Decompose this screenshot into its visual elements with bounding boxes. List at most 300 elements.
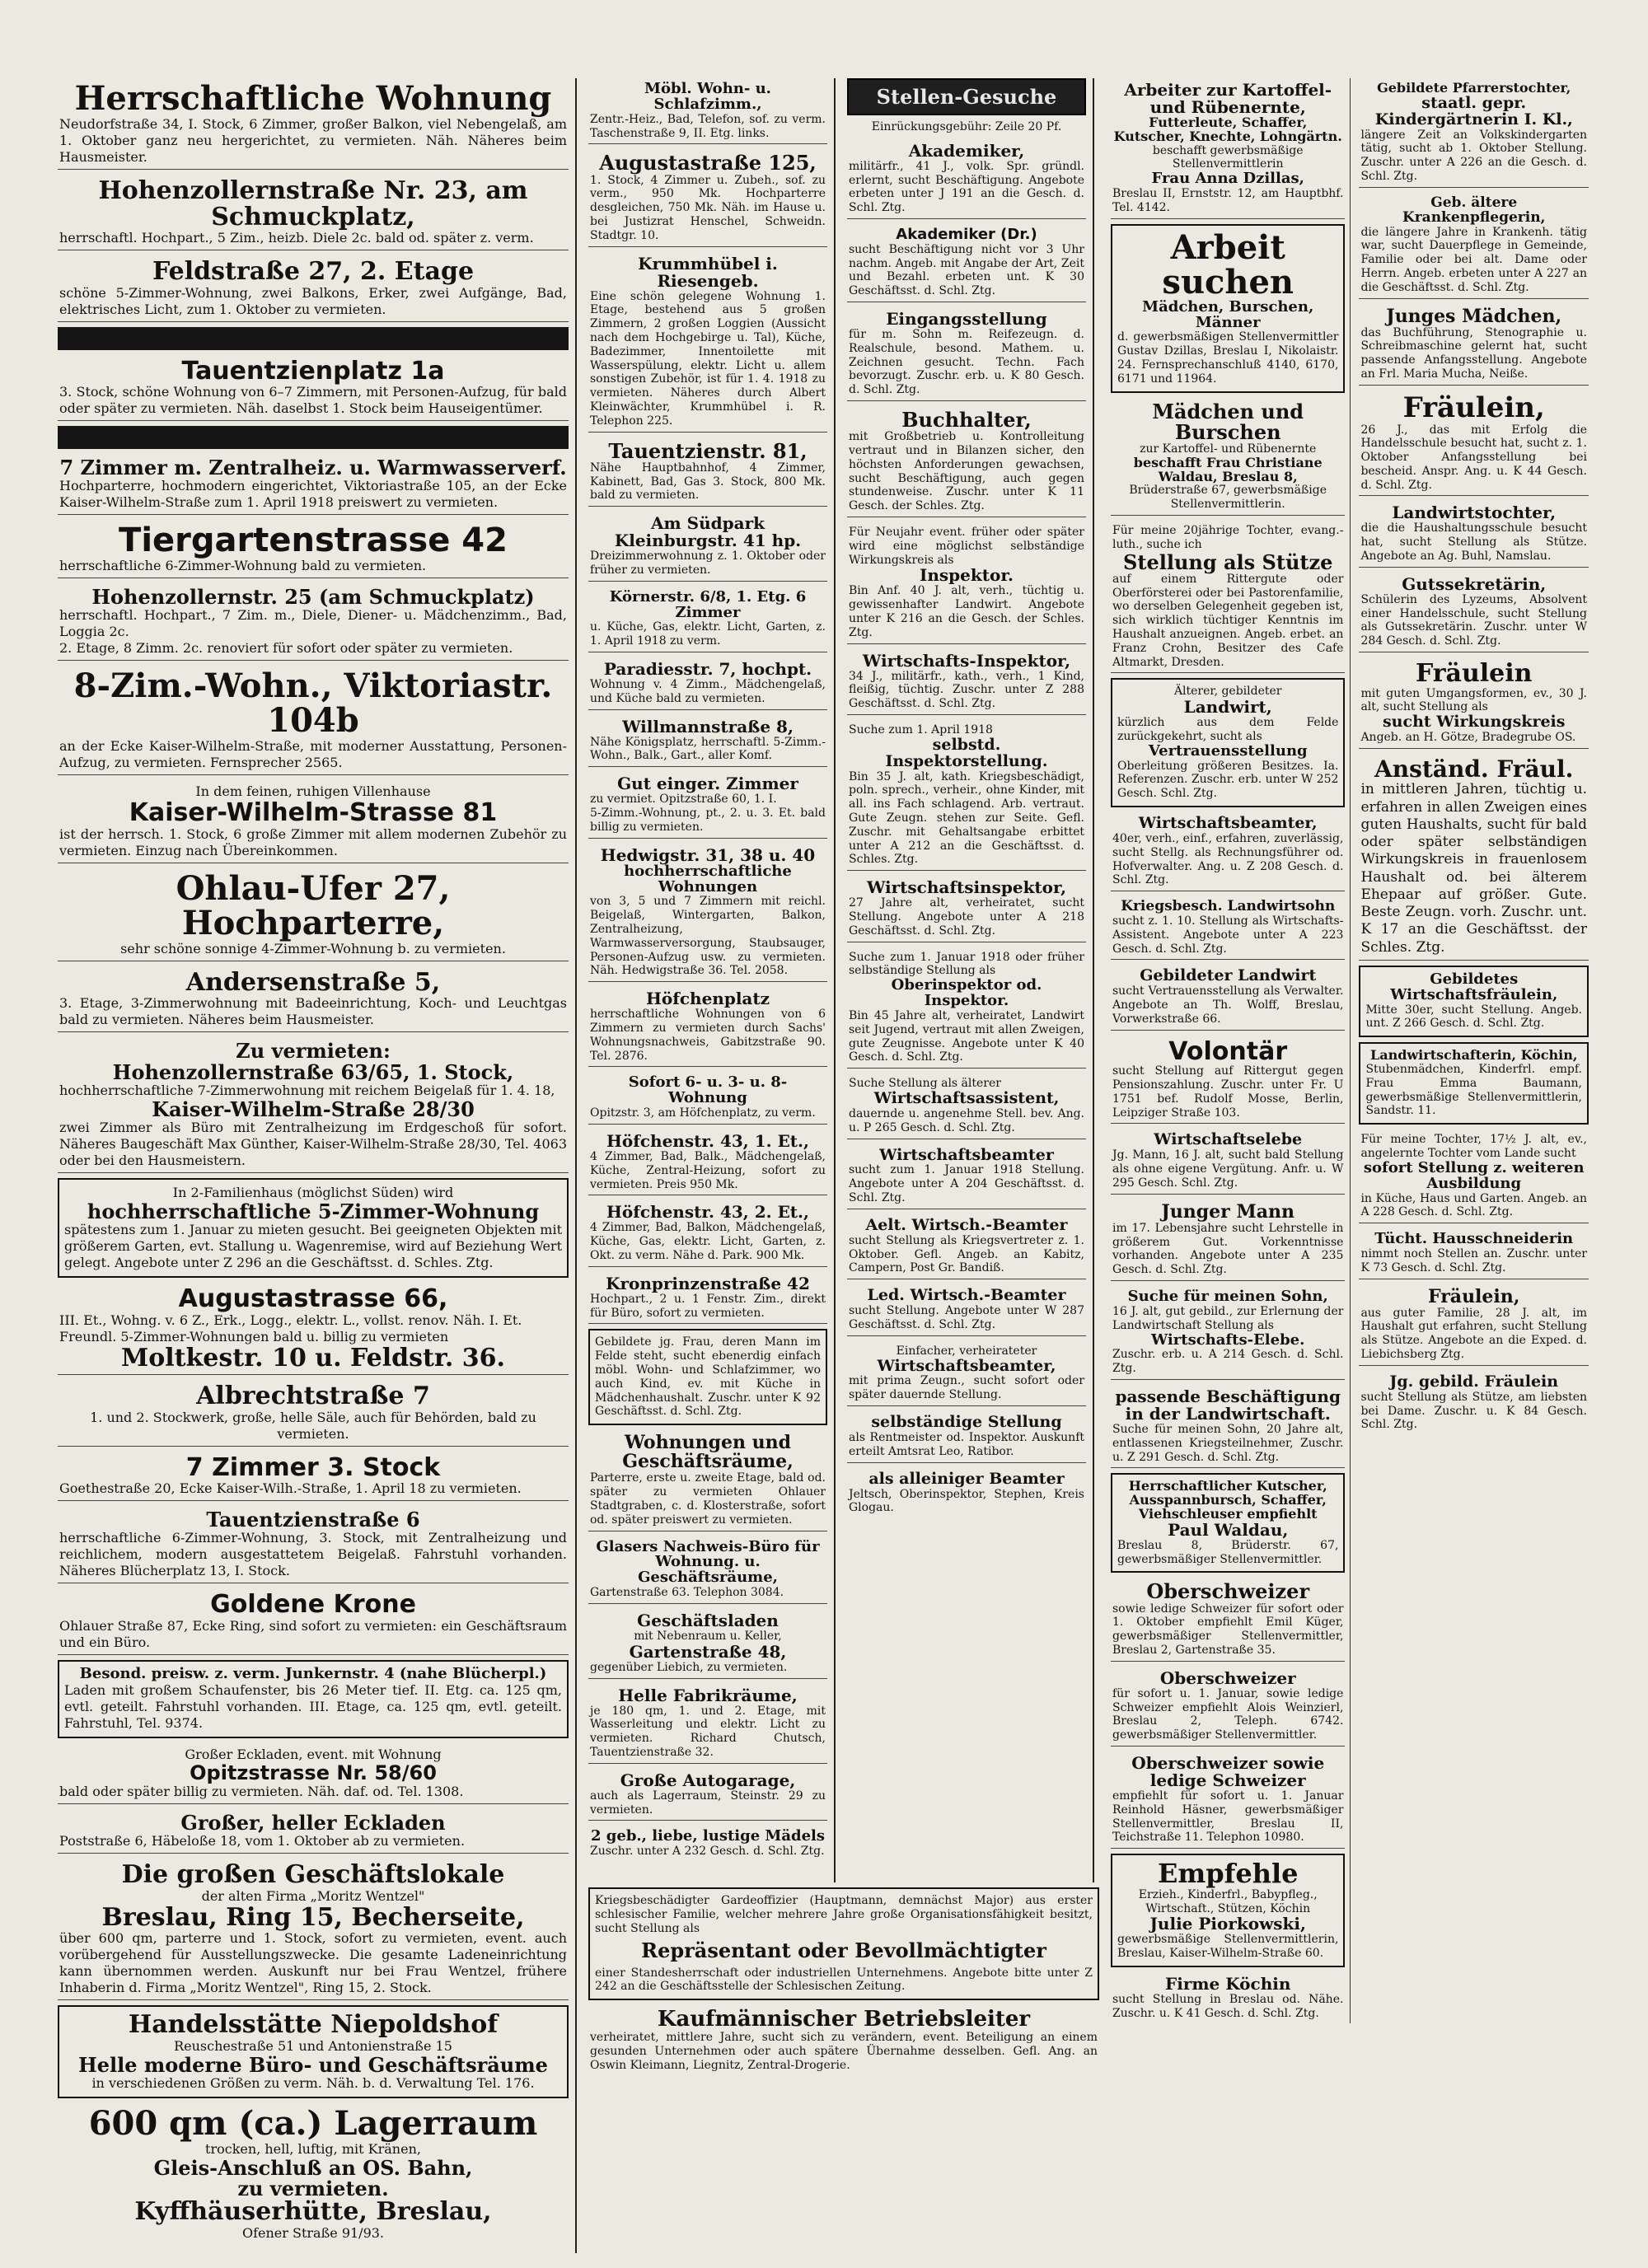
ad-text: 3. Stock, schöne Wohnung von 6–7 Zimmern, mit Personen-Aufzug, für bald oder später zu vermieten. Näh. daselbst 1. Stock beim Hauseigentümer. [59,384,567,416]
ad-text: schöne 5-Zimmer-Wohnung, zwei Balkons, Erker, zwei Aufgänge, Bad, elektrisches Licht, zum 1. Oktober zu vermieten. [59,284,567,317]
ad-title: Wirtschaftselebe [1154,1130,1303,1149]
ad-text: Eine schön gelegene Wohnung 1. Etage, bestehend aus 5 großen Zimmern, 2 großen Loggien (Aussicht nach dem Hochgebirge u. Tal), Küche, Badezimmer, Innentoilette mit Wasserspülung, elektr. Licht u. allem sonstigen Zubehör, ist für 1. 4. 1918 zu vermieten. Näheres durch Albert Kleinwächter, Krummhübel i. R. Telephon 225. [590,289,826,428]
ad-text: herrschaftliche 6-Zimmer-Wohnung, 3. Stock, mit Zentralheizung und reichlichem, modern ausgestattetem Beigelaß. Fahrstuhl vorhanden. Näheres Blücherplatz 13, I. Stock. [59,1530,567,1579]
ad-title: Handelsstätte Niepoldshof [128,2010,499,2040]
ad-oberschweizer-2 [1111,1667,1345,1747]
ad-betriebsleiter [588,2005,1099,2076]
ad-title: Am Südpark Kleinburgstr. 41 hp. [614,513,802,551]
ad-text: Stubenmädchen, Kinderfrl. empf. Frau Emma Baumann, gewerbsmäßige Stellenvermittlerin, Sandstr. 11. [1365,1062,1582,1118]
ad-tauentzienstrasse-6 [58,1506,569,1583]
ad-oberschweizer-1 [1111,1578,1345,1661]
ad-text: auch als Lagerraum, Steinstr. 29 zu vermieten. [590,1789,826,1817]
ad-line: Kaiser-Wilhelm-Straße 28/30 [152,1097,475,1121]
ad-text: als Rentmeister od. Inspektor. Auskunft erteilt Amtsrat Leo, Ratibor. [849,1430,1084,1458]
ad-title: Fräulein [1415,659,1533,689]
ad-subtitle: In 2-Familienhaus (möglichst Süden) wird [172,1184,454,1200]
ad-title: Herrschaftlicher Kutscher, Ausspannbursch, Schaffer, Viehschleuser empfiehlt [1128,1478,1327,1522]
ad-subtitle: 1. und 2. Stockwerk, große, helle Säle, auch für Behörden, bald zu vermieten. [90,1409,536,1442]
ad-wirtschaftsassistent [847,1073,1086,1139]
ad-title: Große Autogarage, [620,1770,796,1790]
ad-title: Die großen Geschäftslokale [121,1860,505,1890]
ad-title: Fräulein, [1427,1285,1520,1307]
ad-text: an der Ecke Kaiser-Wilhelm-Straße, mit moderner Ausstattung, Personen-Aufzug, zu vermieten. Fernsprecher 2565. [59,738,567,771]
ad-text: die die Haushaltungsschule besucht hat, sucht Stellung als Stütze. Angebote an Ag. Buhl, Namslau. [1360,521,1587,563]
ad-title: Augustastraße 125, [599,151,817,175]
ad-maedels [588,1826,827,1862]
ad-inspektor [847,522,1086,644]
ad-title: Möbl. Wohn- u. Schlafzimm., [644,80,771,113]
ad-subtitle: Älterer, gebildeter [1173,685,1282,699]
ad-fraeulein-30 [1359,657,1589,749]
ad-text: in Küche, Haus und Garten. Angeb. an A 228 Gesch. d. Schl. Ztg. [1360,1191,1587,1219]
ad-text: sucht Stellung in Breslau od. Nähe. Zuschr. u. K 41 Gesch. d. Schl. Ztg. [1112,1992,1344,2020]
ad-text: herrschaftl. Hochpart., 5 Zim., heizb. Diele 2c. bald od. später z. verm. [59,230,534,246]
ad-kronprinzenstrasse [588,1272,827,1325]
ad-goldene-krone [58,1588,569,1655]
ad-title: Wirtschafts-Inspektor, [862,650,1071,671]
ad-jg-gebild-fraeulein [1359,1371,1589,1435]
ad-text: Bin 45 Jahre alt, verheiratet, Landwirt seit Jugend, vertraut mit allen Zweigen, gute Zeugnisse. Angebote unter K 40 Gesch. d. Schl. Ztg. [849,1009,1084,1064]
ad-fraeulein-28 [1359,1284,1589,1366]
ad-text: Gartenstraße 63. Telephon 3084. [590,1586,784,1600]
ad-text: sucht Vertrauensstellung als Verwalter. Angebote an Th. Wolff, Breslau, Vorwerkstraße 66. [1112,984,1344,1026]
ad-title: Opitzstrasse Nr. 58/60 [190,1761,437,1784]
ad-text: d. gewerbsmäßigen Stellenvermittler Gustav Dzillas, Breslau I, Nikolaistr. 24. Fernsprechanschluß 4140, 6170, 6171 und 11964. [1117,330,1339,386]
ad-willmannstrasse [588,715,827,768]
ad-title: Landwirtstochter, [1392,503,1557,523]
ad-title: Oberschweizer sowie ledige Schweizer [1131,1752,1325,1790]
ad-krankenpflegerin [1359,193,1589,299]
ad-goethestrasse [58,1452,569,1502]
ad-title: 600 qm (ca.) Lagerraum [88,2103,538,2143]
ad-alleiniger-beamter [847,1468,1086,1519]
ad-einfacher-beamter [847,1341,1086,1406]
ad-title: Kronprinzenstraße 42 [606,1273,810,1293]
ad-address: Breslau 8, Brüderstr. 67, gewerbsmäßiger Stellenvermittler. [1117,1538,1339,1566]
ad-text: Für meine 20jährige Tochter, evang.-luth., suche ich [1112,524,1344,551]
ad-title: Feldstraße 27, 2. Etage [152,257,475,286]
col4-left [1111,78,1351,2023]
ad-aelt-wirtsch-beamter [847,1214,1086,1279]
ad-title: Empfehle [1157,1858,1299,1890]
ad-title: Paradiesstr. 7, hochpt. [603,659,812,680]
ad-text: bald oder später billig zu vermieten. Näh. daf. od. Tel. 1308. [59,1783,464,1799]
ad-title: Fräulein, [1402,390,1545,424]
ad-andersenstrasse [58,966,569,1033]
ad-text: beschafft gewerbsmäßige Stellenvermittlerin [1152,143,1304,171]
ad-title: Hohenzollernstraße Nr. 23, am Schmuckplatz, [98,176,528,231]
ad-text: sucht Stellung als Stütze, am liebsten bei Dame. Zuschr. u. K 84 Gesch. Schl. Ztg. [1360,1390,1587,1432]
ad-text: Opitzstr. 3, am Höfchenplatz, zu verm. [590,1106,816,1120]
ad-title: 2 geb., liebe, lustige Mädels [590,1827,826,1845]
ad-selbstaendige-stellung [847,1411,1086,1463]
ad-line: zu vermieten. [237,2176,389,2200]
ad-text: mit Großbetrieb u. Kontrolleitung vertraut und in Bilanzen sicher, den höchsten Anforderungen gewachsen, sucht Beschäftigung, auch gegen stundenweise. Zuschr. unter K 11 Gesch. der Schles. Ztg. [849,430,1084,513]
ad-title: Oberschweizer [1146,1579,1310,1604]
ad-text: 34 J., militärfr., kath., verh., 1 Kind, fleißig, tüchtig. Zuschr. unter Z 288 Geschäftsst. d. Schl. Ztg. [849,669,1084,711]
ad-taschenstrasse [588,78,827,144]
ad-title: staatl. gepr. Kindergärtnerin I. Kl., [1374,93,1573,129]
ad-hohenzollernstrasse-25 [58,583,569,661]
ad-text: Kriegsbeschädigter Gardeoffizier (Hauptmann, demnächst Major) aus erster schlesischer Familie, welcher mehrere Jahre große Organisationsfähigkeit besitzt, sucht Stellung als [595,1894,1093,1935]
ad-title: Geschäftsladen [637,1610,779,1630]
ad-text: Angeb. an H. Götze, Bradegrube OS. [1360,731,1576,745]
ad-text: Ohlauer Straße 87, Ecke Ring, sind sofort zu vermieten: ein Geschäftsraum und ein Büro. [59,1617,567,1650]
ad-text: in mittleren Jahren, tüchtig u. erfahren in allen Zweigen eines guten Haushalts, sucht für bald oder später selbständigen Wirkungskreis in frauenlosem Haushalt od. bei älterem Ehepaar auf größer. Gute. Beste Zeugn. vorh. Zuschr. unt. K 17 an die Geschäftsst. der Schles. Ztg. [1360,781,1587,956]
ad-wirtschafts-inspektor [847,649,1086,715]
ad-kleinburgstrasse [588,512,827,582]
ad-text: von 3, 5 und 7 Zimmern mit reichl. Beigelaß, Wintergarten, Balkon, Zentralheizung, Warmwasserversorgung, Staubsauger, Personen-Aufzug usw. zu vermieten. Näh. Hedwigstraße 36. Tel. 2058. [590,895,826,978]
ad-paradiesstrasse [588,657,827,710]
ad-text: Hochpart., 2 u. 1 Fenstr. Zim., direkt für Büro, sofort zu vermieten. [590,1292,826,1320]
ad-oberinspektor [847,947,1086,1069]
ad-text: Zuschr. unter A 232 Gesch. d. Schl. Ztg. [590,1845,825,1859]
ad-text: Schülerin des Lyzeums, Absolvent einer Handelsschule, sucht Stellung als Gutssekretärin. Zuschr. unter W 284 Gesch. d. Schl. Ztg. [1360,592,1587,648]
ad-line: Breslau, Ring 15, Becherseite, [101,1902,525,1932]
ad-augustastrasse-66 [58,1283,569,1375]
ad-text: sucht Stellung als Kriegsvertreter z. 1. Oktober. Gefl. Angeb. an Kabitz, Campern, Post Gr. Bandiß. [849,1233,1084,1275]
ad-landwirt-vertrauen [1111,678,1345,807]
ad-led-wirtsch-beamter [847,1284,1086,1336]
ad-repraesentant [588,1887,1099,2000]
ad-junger-mann [1111,1199,1345,1281]
ad-title: Gutssekretärin, [1402,573,1547,594]
ad-junkernstrasse [58,1660,569,1738]
ad-autogarage [588,1769,827,1821]
column-stellengesuche [847,78,1094,1882]
ad-text: Freundl. 5-Zimmer-Wohnungen bald u. billig zu vermieten [59,1328,449,1344]
middle-columns [588,78,1099,2253]
ad-text: Suche für meinen Sohn, 20 Jahre alt, entlassenen Kriegsteilnehmer, Zuschr. u. Z 291 Gesch. d. Schl. Ztg. [1112,1422,1344,1464]
ad-volontaer [1111,1036,1345,1125]
ad-title: als alleiniger Beamter [868,1469,1065,1488]
ad-title: Tauentzienstr. 81, [608,438,808,463]
ad-text: Hochparterre, hochmodern eingerichtet, Viktoriastraße 105, an der Ecke Kaiser-Wilhelm-Straße zum 1. April 1918 preiswert zu vermieten. [59,478,567,511]
ad-text: herrschaftl. Hochpart., 7 Zim. m., Diele, Diener- u. Mädchenzimm., Bad, Loggia 2c. [59,607,567,640]
ad-text: sucht Stellung auf Rittergut gegen Pensionszahlung. Zuschr. unter Fr. U 1751 bef. Rudolf Mosse, Berlin, Leipziger Straße 103. [1112,1064,1344,1120]
ad-title: Zu vermieten: [236,1039,391,1064]
ad-line: Helle moderne Büro- und Geschäftsräume [78,2052,548,2077]
ad-title: Anständ. Fräul. [1374,755,1574,783]
section-banner: Stellen-Gesuche [847,78,1086,115]
ad-opitzstrasse [58,1743,569,1804]
ad-wohnungen-geschaeftsraeume [588,1430,827,1531]
ad-text: auf einem Rittergute oder Oberförsterei oder bei Pastorenfamilie, wo derselben Gelegenheit gegeben ist, sich wirklich tüchtiger Kenntnis im Haushalt anzueignen. Angeb. erbet. an Franz Crohn, Besitzer des Cafe Altmarkt, Dresden. [1112,572,1344,669]
ad-wohnungsgesuch [58,1178,569,1278]
ad-text: 3. Etage, 3-Zimmerwohnung mit Badeeinrichtung, Koch- und Leuchtgas bald zu vermieten. Näheres beim Hausmeister. [59,995,567,1028]
ad-text: 40er, verh., einf., erfahren, zuverlässig, sucht Stellg. als Rechnungsführer od. Hofverwalter. Ang. u. Z 208 Gesch. d. Schl. Ztg. [1112,831,1344,887]
ad-text: 1. Stock, 4 Zimmer u. Zubeh., sof. zu verm., 950 Mk. Hochparterre desgleichen, 750 Mk. Näh. im Hause u. bei Justizrat Henschel, Schweidn. Stadtgr. 10. [590,173,826,242]
ad-empfehle [1111,1854,1345,1967]
ad-title: Tiergartenstrasse 42 [119,521,508,560]
ad-title: Wirtschaftsbeamter [879,1145,1054,1164]
ad-lagerraum [58,2103,569,2245]
ad-text: 4 Zimmer, Bad, Balk., Mädchengelaß, Küche, Zentral-Heizung, sofort zu vermieten. Preis 950 Mk. [590,1149,826,1191]
ad-ohlau-ufer [58,868,569,961]
ad-wirtschaftsfraeulein [1359,966,1589,1037]
ad-neudorfstrasse [58,78,569,170]
ad-text: mit guten Umgangsformen, ev., 30 J. alt, sucht Stellung als [1360,686,1587,714]
ad-title: Firme Köchin [1165,1973,1291,1994]
ad-title: Wohnungen und Geschäftsräume, [622,1432,794,1473]
ad-title: sucht Wirkungskreis [1382,713,1566,732]
ad-text: Zentr.-Heiz., Bad, Telefon, sof. zu verm. Taschenstraße 9, II. Etg. links. [590,112,826,140]
ad-junges-maedchen [1359,304,1589,386]
column-rentals-2 [588,78,836,1882]
ad-text: Jeltsch, Oberinspektor, Stephen, Kreis Glogau. [849,1487,1084,1515]
ad-text: die längere Jahre in Krankenh. tätig war, sucht Dauerpflege in Gemeinde, Familie oder bei alt. Dame oder Herrn. Angeb. erbeten unter A 227 an die Geschäftsst. d. Schl. Ztg. [1360,225,1587,294]
ad-title: Moltkestr. 10 u. Feldstr. 36. [121,1343,505,1372]
ad-sofort-wohnung [588,1072,827,1125]
ad-augustastrasse-125 [588,149,827,246]
ad-text: Wohnung v. 4 Zimm., Mädchengelaß, und Küche bald zu vermieten. [590,678,826,705]
ad-firm: Kyffhäuserhütte, Breslau, [134,2197,492,2227]
ad-text: kürzlich aus dem Felde zurückgekehrt, sucht als [1117,716,1339,743]
ad-tauentzienstrasse-81 [588,437,827,507]
ad-title: Krummhübel i. Riesengeb. [638,253,778,291]
ad-akademiker-dr [847,224,1086,302]
ad-wirtschaftsbeamter-40er [1111,812,1345,891]
ad-text: sucht z. 1. 10. Stellung als Wirtschafts-Assistent. Angebote unter A 223 Gesch. d. Schl. Ztg. [1112,914,1344,956]
ad-dzillas-anna [1111,78,1345,219]
ad-title: Gut einger. Zimmer [617,774,798,794]
ad-landwirtschafterin [1359,1042,1589,1125]
ad-title: 7 Zimmer 3. Stock [185,1452,441,1482]
column-job-seekers [1111,78,1589,2253]
ad-glasers-nachweis [588,1536,827,1604]
ad-title: passende Beschäftigung in der Landwirtschaft. [1115,1386,1341,1424]
ad-albrechtstrasse [58,1380,569,1447]
ad-text: Nähe Hauptbahnhof, 4 Zimmer, Kabinett, Bad, Gas 3. Stock, 800 Mk. bald zu vermieten. [590,461,826,503]
ad-wirtschaftsbeamter [847,1144,1086,1209]
ad-text: Mitte 30er, sucht Stellung. Angeb. unt. Z 266 Gesch. d. Schl. Ztg. [1365,1003,1582,1031]
ad-text: hochherrschaftliche 7-Zimmerwohnung mit reichem Beigelaß für 1. 4. 18, [59,1082,555,1098]
ad-text: Dreizimmerwohnung z. 1. Oktober oder früher zu vermieten. [590,549,826,577]
ad-kaiser-wilhelm-strasse-81 [58,780,569,863]
ad-oberschweizer-3 [1111,1751,1345,1849]
ad-text: herrschaftliche Wohnungen von 6 Zimmern zu vermieten durch Sachs' Wohnungsnachweis, Gabitzstraße 90. Tel. 2876. [590,1008,826,1063]
ad-tiergartenstrasse [58,520,569,578]
ad-title: Albrechtstraße 7 [196,1382,430,1411]
ad-fabrikraeume [588,1684,827,1764]
ad-title: Junger Mann [1161,1200,1295,1223]
ad-text: 26 J., das mit Erfolg die Handelsschule besucht hat, sucht z. 1. Oktober Anfangsstellung bei bescheid. Anspr. Ang. u. K 44 Gesch. d. Schl. Ztg. [1360,423,1587,492]
ad-buchhalter [847,406,1086,517]
ad-stuetze [1111,521,1345,673]
ad-moritz-wentzel [58,1859,569,2000]
ad-title: Geb. ältere Krankenpflegerin, [1402,194,1546,226]
ad-title: Kaiser-Wilhelm-Strasse 81 [129,798,498,828]
ad-text: 2. Etage, 8 Zimm. 2c. renoviert für sofort oder später zu vermieten. [59,640,513,657]
ad-wirtschaftsinspektor [847,876,1086,942]
ad-title: Großer, heller Eckladen [180,1810,446,1835]
ad-title: 8-Zim.-Wohn., Viktoriastr. 104b [73,666,553,741]
ad-title: Hohenzollernstr. 25 (am Schmuckplatz) [91,585,535,610]
ad-text: einer Standesherrschaft oder industriellen Unternehmens. Angebote bitte unter Z 242 an die Geschäftsstelle der Schlesischen Zeitung. [595,1966,1093,1994]
ad-text: Suche Stellung als älterer [849,1077,1001,1091]
ad-text: III. Et., Wohng. v. 6 Z., Erk., Logg., elektr. L., vollst. renov. Näh. I. Et. [59,1312,522,1328]
ad-text: in verschiedenen Größen zu verm. Näh. b. d. Verwaltung Tel. 176. [91,2074,535,2091]
ad-text: zu vermiet. Opitzstraße 60, 1. I. [590,793,777,807]
ad-hoefchenstrasse-43-1 [588,1129,827,1195]
section-fee: Einrückungsgebühr: Zeile 20 Pf. [871,120,1062,133]
ad-inspektorstellung [847,720,1086,871]
ad-title: Tauentzienstraße 6 [206,1508,420,1532]
ad-text: Laden mit großem Schaufenster, bis 26 Meter tief. II. Etg. ca. 125 qm, evtl. geteilt. Fahrstuhl vorhanden. III. Etage, ca. 125 qm, evtl. geteilt. Fahrstuhl, Tel. 9374. [64,1681,562,1731]
ad-text: Erzieh., Kinderfrl., Babypfleg., Wirtschaft., Stützen, Köchin [1138,1887,1318,1915]
ad-title: Arbeiter zur Kartoffel- und Rübenernte, [1124,80,1332,117]
ad-text: im 17. Lebensjahre sucht Lehrstelle in größerem Gut. Vorkenntnisse vorhanden. Angebote unter A 235 Gesch. d. Schl. Ztg. [1112,1221,1344,1277]
ad-name: Frau Anna Dzillas, [1151,170,1304,188]
ad-title: hochherrschaftliche 5-Zimmer-Wohnung [87,1199,540,1223]
ad-text: Bin 35 J. alt, kath. Kriegsbeschädigt, poln. sprech., verheir., ohne Kinder, mit all. ins Fach schlagend. Arb. vertraut. Gute Zeugn. stehen zur Seite. Gefl. Zuschr. mit Gehaltsangabe erbittet unter A 212 an die Geschäftsst. d. Schles. Ztg. [849,769,1084,867]
ad-line: Gleis-Anschluß an OS. Bahn, [153,2155,473,2180]
ad-text: Suche zum 1. Januar 1918 oder früher selbständige Stellung als [849,950,1084,978]
ad-text: längere Zeit an Volkskindergarten tätig, sucht ab 1. Oktober Stellung. Zuschr. unter A 226 an die Gesch. d. Schl. Ztg. [1360,128,1587,184]
ad-title: Kaufmännischer Betriebsleiter [657,2007,1031,2032]
ad-title: Wirtschafts-Elebe. [1151,1330,1305,1349]
ad-title: Repräsentant oder Bevollmächtigter [641,1938,1046,1963]
col4-right [1359,78,1589,2023]
black-rule [58,426,569,449]
ad-firme-koechin [1111,1972,1345,2024]
ad-title: Helle Fabrikräume, [618,1685,798,1705]
ad-subtitle: der alten Firma „Moritz Wentzel" [201,1887,425,1904]
ad-text: beschafft Frau Christiane Waldau, Breslau 8, [1133,454,1323,484]
ad-subtitle: hochherrschaftliche Wohnungen [624,862,792,896]
ad-opitzstrasse-60 [588,772,827,838]
black-rule [58,327,569,350]
ad-krummhuebel [588,252,827,433]
ad-title: Wirtschaftsassistent, [873,1088,1060,1107]
ad-title: Vertrauensstellung [1148,741,1308,760]
ad-subtitle: Großer Eckladen, event. mit Wohnung [185,1746,442,1762]
ad-arbeit-suchen [1111,224,1345,393]
ad-eingangsstellung [847,307,1086,401]
ad-viktoriastrasse-104b [58,666,569,775]
ad-title: Buchhalter, [901,408,1032,433]
ad-text: zwei Zimmer als Büro mit Zentralheizung im Erdgeschoß für sofort. Näheres Baugeschäft Max Günther, Kaiser-Wilhelm-Straße 28/30, Tel. 4063 oder bei den Hausmeistern. [59,1119,567,1168]
ad-beschaeftigung-landwirtschaft [1111,1385,1345,1468]
ad-text: 16 J. alt, gut gebild., zur Erlernung der Landwirtschaft Stellung als [1112,1304,1344,1332]
ad-address: Brüderstraße 67, gewerbsmäßige Stellenvermittlerin. [1129,484,1327,512]
ad-text: Poststraße 6, Häbeloße 18, vom 1. Oktober ab zu vermieten. [59,1833,466,1849]
ad-title: Landwirt, [1183,697,1272,718]
ad-name: Julie Piorkowski, [1149,1914,1306,1934]
ad-title: Besond. preisw. z. verm. Junkernstr. 4 (nahe Blücherpl.) [79,1664,547,1682]
ad-gutssekretaerin [1359,573,1589,652]
ad-title: Glasers Nachweis-Büro für Wohnung. u. Geschäftsräume, [596,1537,820,1587]
ad-title: Landwirtschafterin, Köchin, [1369,1047,1578,1064]
ad-text: je 180 qm, 1. und 2. Etage, mit Wasserleitung und elektr. Licht zu vermieten. Richard Chutsch, Tauentzienstraße 32. [590,1704,826,1759]
ad-title: Höfchenstr. 43, 1. Et., [606,1130,809,1151]
ad-text: u. Küche, Gas, elektr. Licht, Garten, z. 1. April 1918 zu verm. [590,620,826,648]
ad-waldau-christiane [1111,398,1345,516]
ad-subtitle: Futterleute, Schaffer, Kutscher, Knechte, Lohngärtn. [1113,115,1342,144]
ad-name: Paul Waldau, [1168,1519,1289,1540]
ad-line: Hohenzollernstraße 63/65, 1. Stock, [112,1059,514,1084]
ad-title: Wirtschaftsbeamter, [1138,814,1318,833]
ad-text: Zuschr. erb. u. A 214 Gesch. d. Schl. Ztg. [1112,1348,1344,1376]
ad-subtitle: zur Kartoffel- und Rübenernte [1140,442,1317,456]
ad-title: Oberinspektor od. Inspektor. [891,976,1042,1010]
ad-title: Ohlau-Ufer 27, Hochparterre, [176,868,451,942]
ad-title: Augustastrasse 66, [178,1284,448,1314]
ad-title: Wirtschaftsinspektor, [866,877,1067,898]
ad-text: Jg. Mann, 16 J. alt, sucht bald Stellung als ohne eigene Vergütung. Anfr. u. W 295 Gesch. Schl. Ztg. [1112,1148,1344,1190]
ad-title: Hedwigstr. 31, 38 u. 40 [600,844,816,865]
ad-title: Volontär [1168,1036,1288,1066]
ad-subtitle: Reuschestraße 51 und Antonienstraße 15 [174,2037,452,2054]
ad-text: sucht Stellung. Angebote unter W 287 Geschäftsst. d. Schl. Ztg. [849,1304,1084,1331]
ad-title: Led. Wirtsch.-Beamter [867,1286,1066,1305]
ad-landwirtstochter [1359,501,1589,567]
ad-hedwigstrasse [588,844,827,983]
ad-geschaeftsladen [588,1609,827,1679]
ad-gebildeter-landwirt [1111,965,1345,1030]
ad-text: Für Neujahr event. früher oder später wird eine möglichst selbständige Wirkungskreis als [849,526,1084,567]
ad-title: Wirtschaftsbeamter, [877,1356,1056,1375]
ad-title: Junges Mädchen, [1386,305,1562,327]
ad-title: Goldene Krone [210,1590,416,1620]
ad-title: Arbeit suchen [1162,227,1294,302]
ad-waldau-paul [1111,1473,1345,1573]
ad-title: Sofort 6- u. 3- u. 8-Wohnung [628,1073,788,1107]
ad-text: herrschaftliche 6-Zimmer-Wohnung bald zu vermieten. [59,558,427,574]
ad-text: mit prima Zeugn., sucht sofort oder später dauernde Stellung. [849,1374,1084,1402]
ad-akademiker [847,139,1086,219]
ad-text: 4 Zimmer, Bad, Balkon, Mädchengelaß, Küche, Gas, elektr. Licht, Garten, z. Okt. zu verm. Nähe d. Park. 900 Mk. [590,1221,826,1262]
ad-text: gegenüber Liebich, zu vermieten. [590,1660,788,1674]
ad-text: sucht zum 1. Januar 1918 Stellung. Angebote unter A 204 Geschäftsst. d. Schl. Ztg. [849,1163,1084,1205]
ad-zu-vermieten [58,1037,569,1173]
ad-text: nimmt noch Stellen an. Zuschr. unter K 73 Gesch. d. Schl. Ztg. [1360,1247,1587,1274]
ad-hohenzollernstrasse-23 [58,175,569,250]
ad-title: Herrschaftliche Wohnung [74,79,552,118]
ad-text: das Buchführung, Stenographie u. Schreibmaschine gelernt hat, sucht passende Anfangsstellung. Angebote an Frl. Maria Mucha, Neiße. [1360,325,1587,381]
ad-text: Gebildete jg. Frau, deren Mann im Felde steht, sucht ebenerdig einfach möbl. Wohn- und Schlafzimmer, wo auch Kind, ev. mit Küche in Mädchenhaushalt. Zuschr. unter K 92 Geschäftsst. d. Schl. Ztg. [595,1335,821,1419]
ad-subtitle: Einfacher, verheirateter [896,1344,1037,1358]
ad-poststrasse [58,1809,569,1854]
ad-title: Körnerstr. 6/8, 1. Etg. 6 Zimmer [609,587,807,621]
ad-address: gewerbsmäßige Stellenvermittlerin, Breslau, Kaiser-Wilhelm-Straße 60. [1117,1933,1339,1961]
ad-title: selbstd. Inspektorstellung. [885,735,1048,770]
ad-text: ist der herrsch. 1. Stock, 6 große Zimmer mit allem modernen Zubehör zu vermieten. Einzug nach Übereinkommen. [59,825,567,858]
ad-hoefchenstrasse-43-2 [588,1200,827,1266]
ad-title: Höfchenstr. 43, 2. Et., [606,1202,809,1223]
ad-text: 5-Zimm.-Wohnung, pt., 2. u. 3. Et. bald billig zu vermieten. [590,807,826,834]
ad-landwirtsohn [1111,896,1345,960]
ad-title: Suche für meinen Sohn, [1127,1288,1328,1306]
ad-address: Breslau II, Ernststr. 12, am Hauptbhf. Tel. 4142. [1112,187,1344,214]
ad-title: Gebildetes Wirtschaftsfräulein, [1390,970,1558,1003]
ad-title: Tauentzienplatz 1a [181,356,445,386]
ad-text: dauernde u. angenehme Stell. bev. Ang. u. P 265 Gesch. d. Schl. Ztg. [849,1106,1084,1134]
newspaper-page [58,78,1607,2253]
ad-niepoldshof [58,2005,569,2098]
ad-list: Mädchen, Burschen, Männer [1142,297,1314,331]
ad-text: sehr schöne sonnige 4-Zimmer-Wohnung b. zu vermieten. [120,940,506,956]
ad-title: Willmannstraße 8, [622,716,794,737]
ad-text: für sofort u. 1. Januar, sowie ledige Schweizer empfiehlt Alois Weinzierl, Breslau 2, Teleph. 6742. gewerbsmäßiger Stellenvermittler. [1112,1686,1344,1742]
ad-title: Tücht. Hausschneiderin [1374,1230,1574,1248]
ad-text: spätestens zum 1. Januar zu mieten gesucht. Bei geeigneten Objekten mit größerem Garten, evt. Stallung u. Wagenremise, wird auf Beziehung Wert gelegt. Angebote unter Z 296 an die Geschäftsst. d. Schles. Ztg. [64,1222,562,1271]
ad-line: Gartenstraße 48, [629,1641,787,1662]
ad-title: Gebildete Pfarrerstochter, [1377,80,1571,96]
ad-text: sowie ledige Schweizer für sofort oder 1. Oktober empfiehlt Emil Küger, gewerbsmäßiger Stellenvermittler, Breslau 2, Gartenstraße 35. [1112,1602,1344,1657]
ad-wirtschaftselebe [1111,1129,1345,1194]
column-rentals [58,78,577,2253]
